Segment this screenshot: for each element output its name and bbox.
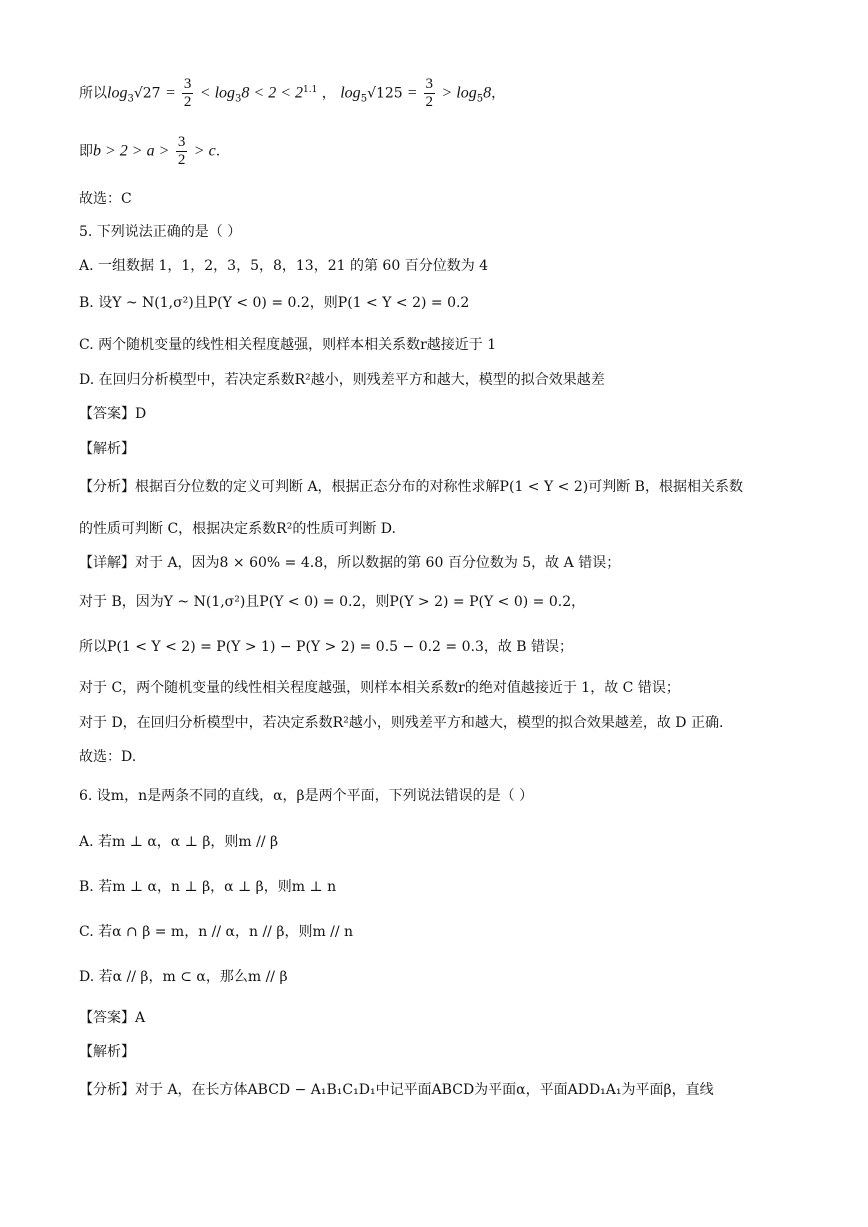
detail-line-a: 【详解】对于 A，因为8 × 60% = 4.8，所以数据的第 60 百分位数为 5，故 A 错误； [79,555,621,571]
detail-line-d: 对于 D，在回归分析模型中，若决定系数R²越小，则残差平方和越大，模型的拟合效果越差，故 D 正确. [79,715,724,731]
question-6-option-a: A. 若m ⊥ α，α ⊥ β，则m // β [79,834,279,850]
detail-line-b: 对于 B，因为Y ~ N(1,σ²)且P(Y < 0) = 0.2，则P(Y > 2) = P(Y < 0) = 0.2， [79,594,586,610]
question-6-option-c: C. 若α ∩ β = m，n // α，n // β，则m // n [79,924,354,940]
solution-line-log-compare: 所以$\log_3√27$ = $\frac{3}{2}$ < $\log_38 < 2 < 2^{1.1}$ ， $\log_5√125$ = $\frac{3}{2}$ > $\log_58$， [79,76,506,110]
question-6-option-b: B. 若m ⊥ α，n ⊥ β，α ⊥ β，则m ⊥ n [79,879,337,895]
answer-label-q6: 【答案】A [79,1010,146,1026]
question-5-option-d: D. 在回归分析模型中，若决定系数R²越小，则残差平方和越大，模型的拟合效果越差 [79,372,605,388]
answer-choice-line: 故选：C [79,191,132,207]
question-6-option-d: D. 若α // β，m ⊂ α，那么m // β [79,969,288,985]
solution-line-conclusion: 即b > 2 > a > $\frac{3}{2}$ > c. [79,134,221,168]
detail-line-c: 对于 C，两个随机变量的线性相关程度越强，则样本相关系数r的绝对值越接近于 1，故 C 错误； [79,680,680,696]
question-6-stem: 6. 设m，n是两条不同的直线，α，β是两个平面，下列说法错误的是（ ） [79,788,534,804]
analysis-line-1: 【分析】根据百分位数的定义可判断 A，根据正态分布的对称性求解P(1 < Y < 2)可判断 B，根据相关系数 [79,479,743,495]
question-5-option-a: A. 一组数据 1，1，2，3，5，8，13，21 的第 60 百分位数为 4 [79,258,489,274]
analysis-line-2: 的性质可判断 C，根据决定系数R²的性质可判断 D. [79,521,396,537]
detail-line-b-calc: 所以P(1 < Y < 2) = P(Y > 1) − P(Y > 2) = 0.5 − 0.2 = 0.3，故 B 错误； [79,639,574,655]
analysis-label-q6: 【解析】 [79,1044,135,1060]
analysis-line-q6: 【分析】对于 A，在长方体ABCD − A₁B₁C₁D₁中记平面ABCD为平面α，平面ADD₁A₁为平面β，直线 [79,1082,714,1098]
question-5-option-c: C. 两个随机变量的线性相关程度越强，则样本相关系数r越接近于 1 [79,337,497,353]
answer-label: 【答案】D [79,406,147,422]
final-choice-line: 故选：D. [79,749,137,765]
question-5-option-b: B. 设Y ~ N(1,σ²)且P(Y < 0) = 0.2，则P(1 < Y < 2) = 0.2 [79,295,470,311]
question-5-stem: 5. 下列说法正确的是（ ） [79,224,242,240]
analysis-label: 【解析】 [79,441,135,457]
